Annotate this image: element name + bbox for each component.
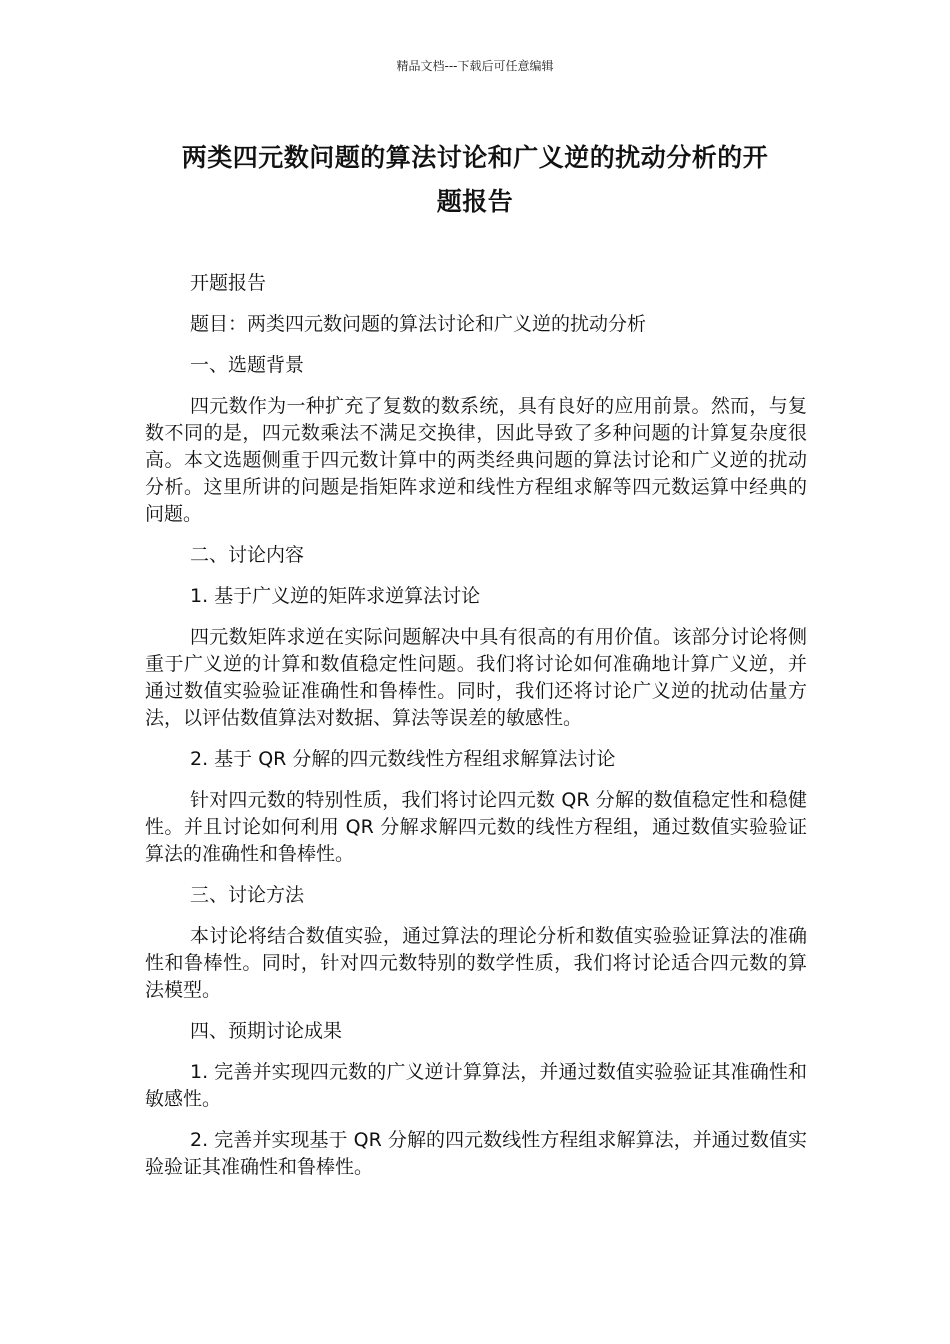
section-heading-content: 二、讨论内容	[190, 544, 305, 566]
paragraph-matrix-inverse: 四元数矩阵求逆在实际问题解决中具有很高的有用价值。该部分讨论将侧重于广义逆的计算和数值稳定性问题。我们将讨论如何准确地计算广义逆，并通过数值实验验证准确性和鲁棒性。同时，我们还将讨论广义逆的扰动估量方法，以评估数值算法对数据、算法等误差的敏感性。	[145, 626, 807, 729]
title-line-1: 两类四元数问题的算法讨论和广义逆的扰动分析的开	[181, 143, 769, 172]
header-note: 精品文档---下载后可任意编辑	[396, 59, 554, 73]
document-body	[145, 270, 807, 1181]
paragraph-background: 四元数作为一种扩充了复数的数系统，具有良好的应用前景。然而，与复数不同的是，四元数乘法不满足交换律，因此导致了多种问题的计算复杂度很高。本文选题侧重于四元数计算中的两类经典问题的算法讨论和广义逆的扰动分析。这里所讲的问题是指矩阵求逆和线性方程组求解等四元数运算中经典的问题。	[145, 395, 807, 525]
paragraph-method: 本讨论将结合数值实验，通过算法的理论分析和数值实验验证算法的准确性和鲁棒性。同时，针对四元数特别的数学性质，我们将讨论适合四元数的算法模型。	[145, 925, 807, 1001]
section-heading-method: 三、讨论方法	[190, 884, 305, 906]
section-heading-outcomes: 四、预期讨论成果	[190, 1020, 343, 1042]
subheading-generalized-inverse: 1. 基于广义逆的矩阵求逆算法讨论	[190, 585, 481, 607]
subheading-qr: 2. 基于 QR 分解的四元数线性方程组求解算法讨论	[190, 748, 616, 770]
document-title	[130, 136, 820, 224]
outcome-item-2: 2. 完善并实现基于 QR 分解的四元数线性方程组求解算法，并通过数值实验验证其准确性和鲁棒性。	[145, 1129, 807, 1178]
title-line-2: 题报告	[436, 187, 514, 216]
paragraph-qr: 针对四元数的特别性质，我们将讨论四元数 QR 分解的数值稳定性和稳健性。并且讨论如何利用 QR 分解求解四元数的线性方程组，通过数值实验验证算法的准确性和鲁棒性。	[145, 789, 807, 865]
outcome-item-1: 1. 完善并实现四元数的广义逆计算算法，并通过数值实验验证其准确性和敏感性。	[145, 1061, 807, 1110]
topic-line: 题目：两类四元数问题的算法讨论和广义逆的扰动分析	[190, 313, 647, 335]
report-label: 开题报告	[190, 272, 267, 294]
section-heading-background: 一、选题背景	[190, 354, 305, 376]
